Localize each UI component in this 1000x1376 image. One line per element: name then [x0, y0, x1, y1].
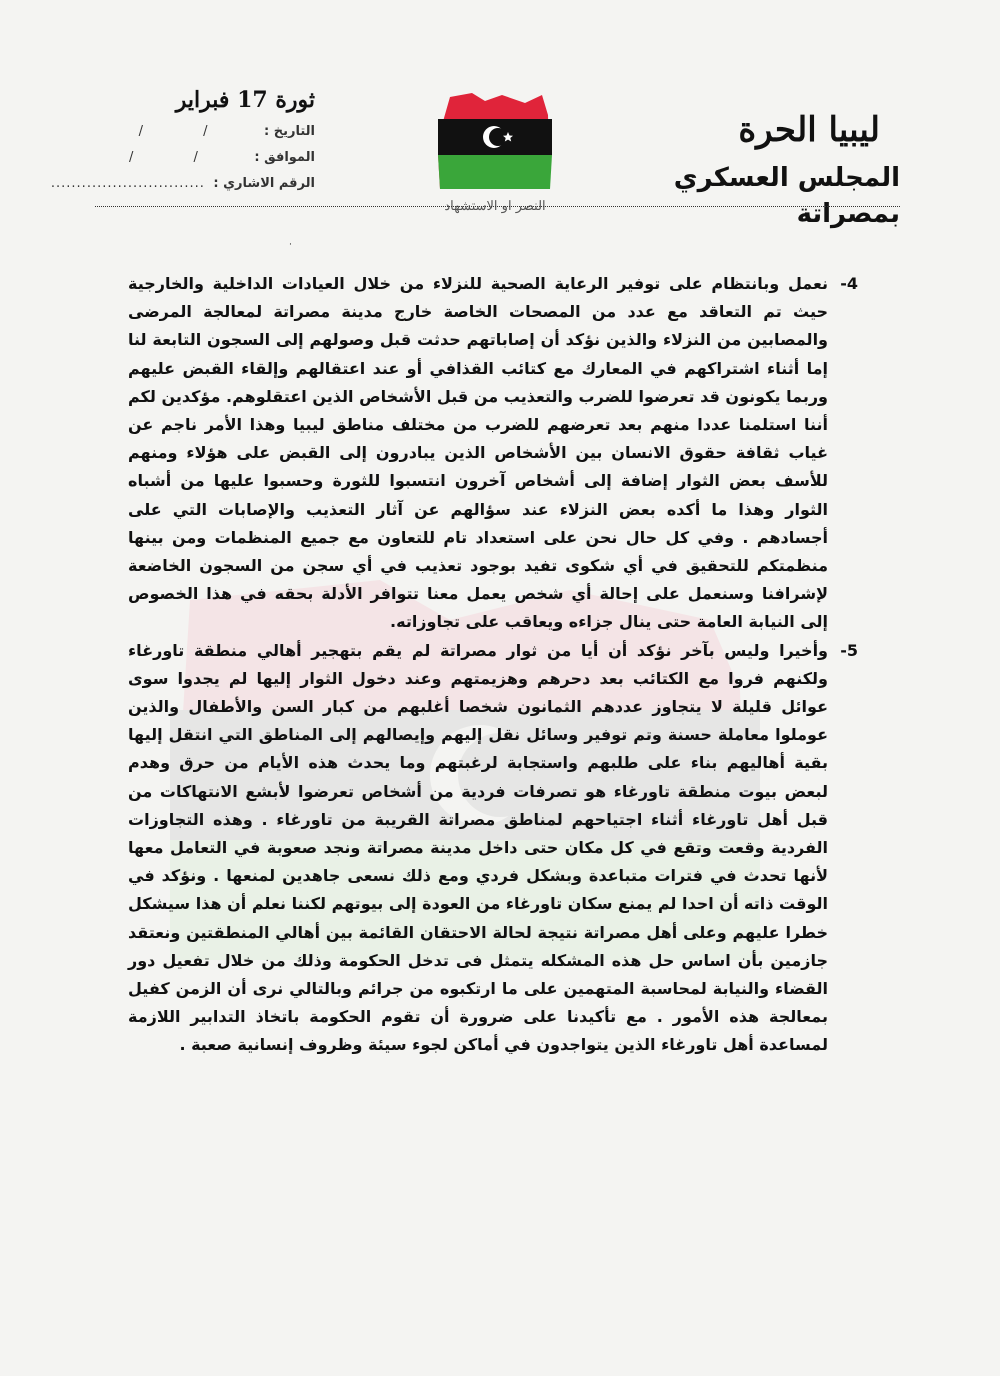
list-item — [128, 637, 858, 1060]
corresponding-label: الموافق : — [254, 150, 315, 165]
stray-mark: · — [289, 240, 292, 250]
military-council-title: المجلس العسكري بمصراتة — [673, 163, 900, 229]
list-item — [128, 270, 858, 637]
letter-body — [128, 270, 858, 1060]
date-label: التاريخ : — [264, 124, 315, 139]
revolution-title: ثورة 17 فبراير — [175, 87, 315, 113]
item-number: -5 — [840, 640, 858, 660]
free-libya-title: ليبيا الحرة — [738, 110, 880, 150]
date-value: / / — [138, 124, 236, 139]
item-text: نعمل وبانتظام على توفير الرعاية الصحية للنزلاء من خلال العيادات الداخلية والخارجية حيث تم التعاقد مع عدد من المصحات الخاصة خارج مدينة مصراتة لمعالجة المرضى والمصابين من النزلاء والذين نؤكد أن إصاباتهم حدثت قبل وصولهم إلى السجون التابعة لنا إما أثناء اشتراكهم في المعارك مع كتائب القذافي أو عند اعتقالهم وإلقاء القبض عليهم وربما يكونون قد تعرضوا للضرب والتعذيب من قبل الأشخاص الذين اعتقلوهم. مؤكدين لكم أننا استلمنا عددا منهم بعد تعرضهم للضرب من مختلف مناطق ليبيا وهذا الأمر ناجم عن غياب ثقافة حقوق الانسان بين الأشخاص الذين يبادرون إلى القبض على هؤلاء ومنهم للأسف بعض الثوار إضافة إلى أشخاص آخرون انتسبوا للثورة وحسبوا عليها من أشباه الثوار وهذا ما أكده بعض النزلاء عند سؤالهم عن آثار التعذيب والإصابات التي على أجسادهم . وفي كل حال نحن على استعداد تام للتعاون مع جميع المنظمات ومن بينها منظمتكم للتحقيق في أي شكوى تفيد بوجود تعذيب في أي سجن من السجون الخاضعة لإشرافنا وسنعمل على إحالة أي شخص يعمل معنا تتوافر الأدلة بحقه في هذا الخصوص إلى النيابة العامة حتى ينال جزاءه ويعاقب على تجاوزاته. — [128, 274, 828, 632]
item-number: -4 — [840, 274, 858, 293]
header-reference-block — [50, 85, 315, 193]
item-text: وأخيرا وليس بآخر نؤكد أن أيا من ثوار مصراتة لم يقم بتهجير أهالي منطقة تاورغاء ولكنهم فروا مع الكتائب بعد دحرهم وهزيمتهم وعند دخول الثوار إليها لم يجدوا سوى عوائل قليلة لا يتجاوز عددهم الثمانون شخصا أغلبهم من كبار السن والأطفال والذين عوملوا معاملة حسنة وتم توفير وسائل نقل إليهم وإيصالهم إلى المناطق التي انتقل إليها بقية أهاليهم بناء على طلبهم واستجابة لرغبتهم وما يحدث هذه الأيام من حرق وهدم لبعض بيوت منطقة تاورغاء هو تصرفات فردية من أشخاص تعرضوا لأبشع الانتهاكات من قبل أهل تاورغاء أثناء اجتياحهم لمناطق مصراتة القريبة من تاورغاء . وهذه التجاوزات الفردية وقعت وتقع في كل مكان حتى داخل مدينة مصراتة ونجد صعوبة في التعامل معها لأنها تحدث في فترات متباعدة وبشكل فردي ومع ذلك نسعى جاهدين لمنعها . ونؤكد في الوقت ذاته أن احدا لم يمنع سكان تاورغاء من العودة إلى بيوتهم لكننا نعلم أن هذا سيشكل خطرا عليهم وعلى أهل مصراتة نتيجة لحالة الاحتقان القائمة بين أهالي المنطقتين ونعتقد جازمين بأن اساس حل هذه المشكله يتمثل فى تدخل الحكومة وذلك من خلال تفعيل دور القضاء والنيابة لمحاسبة المتهمين على ما ارتكبوه من جرائم وبالتالي نرى أن الزمن كفيل بمعالجة هذه الأمور . مع تأكيدنا على ضرورة أن تقوم الحكومة باتخاذ التدابير اللازمة لمساعدة أهل تاورغاء الذين يتواجدون في أماكن لجوء سيئة وظروف إنسانية صعبة . — [128, 640, 828, 1055]
reference-label: الرقم الاشاري : — [213, 176, 315, 191]
libya-flag-map-icon — [430, 85, 560, 195]
header-organization — [620, 110, 900, 232]
reference-line — [50, 175, 315, 193]
header-emblem — [425, 85, 565, 214]
corresponding-line — [95, 149, 315, 167]
date-line — [95, 123, 315, 141]
slogan-text: النصر او الاستشهاد — [444, 199, 546, 214]
corresponding-value: / / — [128, 150, 226, 165]
header-divider — [95, 206, 900, 207]
reference-value: .............................. — [50, 176, 205, 191]
